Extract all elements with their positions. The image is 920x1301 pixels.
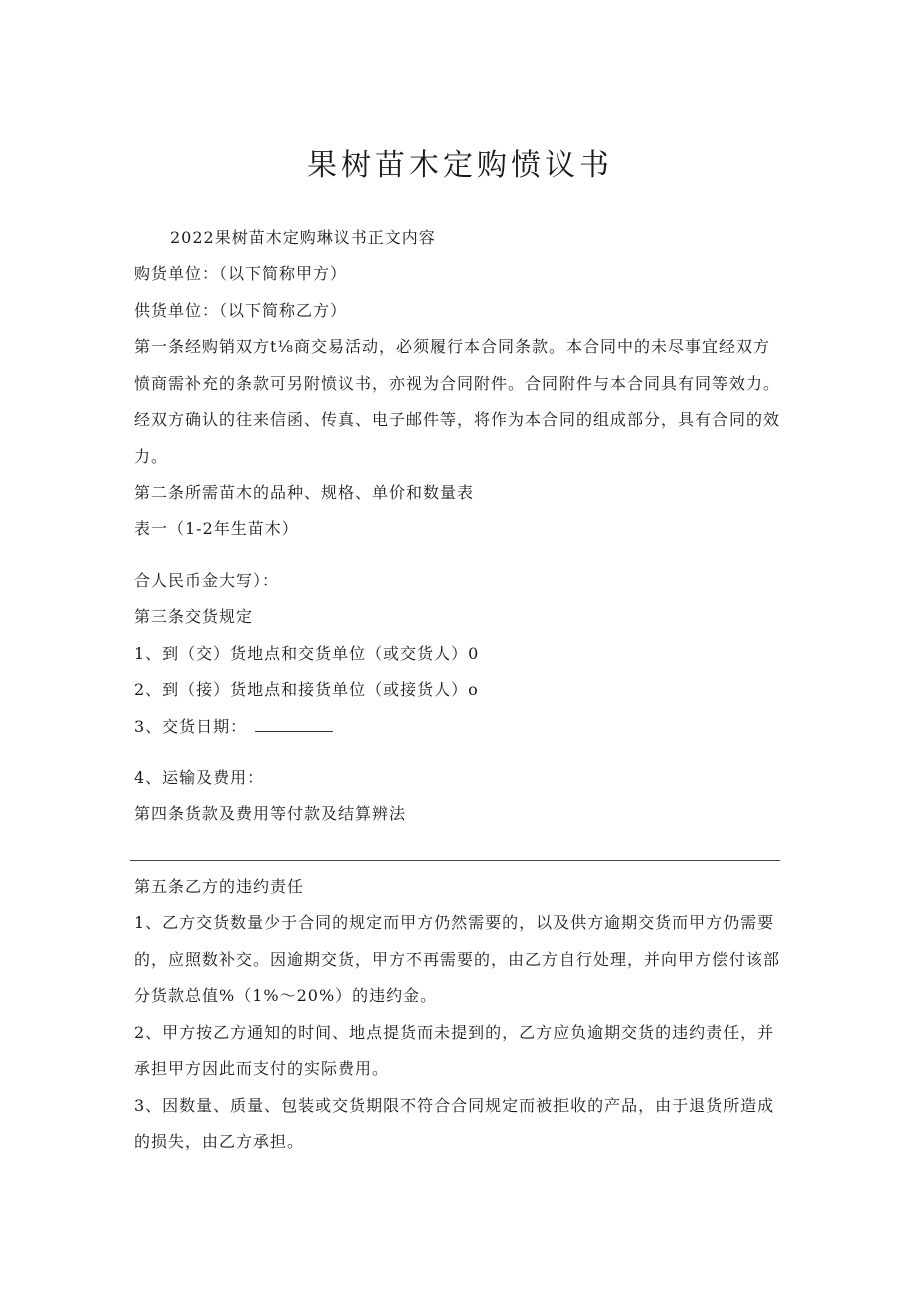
article3-heading: 第三条交货规定	[134, 607, 254, 626]
buyer-line: 购货单位：（以下简称甲方）	[134, 264, 348, 283]
clause5-1-line: 的，应照数补交。因逾期交货，甲方不再需要的，由乙方自行处理，并向甲方偿付该部	[134, 950, 781, 969]
article1-line: 力。	[134, 447, 169, 466]
clause5-1-line: 1、乙方交货数量少于合同的规定而甲方仍然需要的，以及供方逾期交货而甲方仍需要	[134, 913, 775, 932]
clause5-2-line: 承担甲方因此而支付的实际费用。	[134, 1059, 390, 1078]
article1-line: 愤商需补充的条款可另附愤议书，亦视为合同附件。合同附件与本合同具有同等效力。	[134, 374, 781, 393]
delivery-date-label: 3、交货日期：	[134, 717, 248, 736]
section-divider	[130, 860, 780, 861]
delivery-line: 1、到（交）货地点和交货单位（或交货人）0	[134, 644, 480, 663]
clause5-3-line: 3、因数量、质量、包装或交货期限不符合合同规定而被拒收的产品，由于退货所造成	[134, 1096, 775, 1115]
subtitle: 2022果树苗木定购琳议书正文内容	[170, 228, 436, 247]
article1-line: 经双方确认的往来信函、传真、电子邮件等，将作为本合同的组成部分，具有合同的效	[134, 410, 781, 429]
article4-heading: 第四条货款及费用等付款及结算辨法	[134, 804, 407, 823]
document-title: 果树苗木定购愤议书	[307, 148, 613, 183]
clause5-2-line: 2、甲方按乙方通知的时间、地点提货而未提到的，乙方应负逾期交货的违约责任，并	[134, 1023, 775, 1042]
delivery-date-line	[134, 716, 784, 738]
delivery-date-blank	[255, 717, 333, 732]
delivery-line: 2、到（接）货地点和接货单位（或接货人）o	[134, 680, 479, 699]
article5-heading: 第五条乙方的违约责任	[134, 877, 305, 896]
table1-caption: 表一（1-2年生苗木）	[134, 519, 299, 538]
supplier-line: 供货单位：（以下简称乙方）	[134, 301, 348, 320]
article1-line: 第一条经购销双方t⅛商交易活动，必须履行本合同条款。本合同中的未尽事宜经双方	[134, 337, 770, 356]
clause5-3-line: 的损失，由乙方承担。	[134, 1132, 305, 1151]
clause5-1-line: 分货款总值%（1%～20%）的违约金。	[134, 986, 438, 1005]
article2-heading: 第二条所需苗木的品种、规格、单价和数量表	[134, 483, 475, 502]
transport-line: 4、运输及费用：	[134, 768, 265, 787]
total-rmb-line: 合人民币金大写）：	[134, 571, 280, 590]
